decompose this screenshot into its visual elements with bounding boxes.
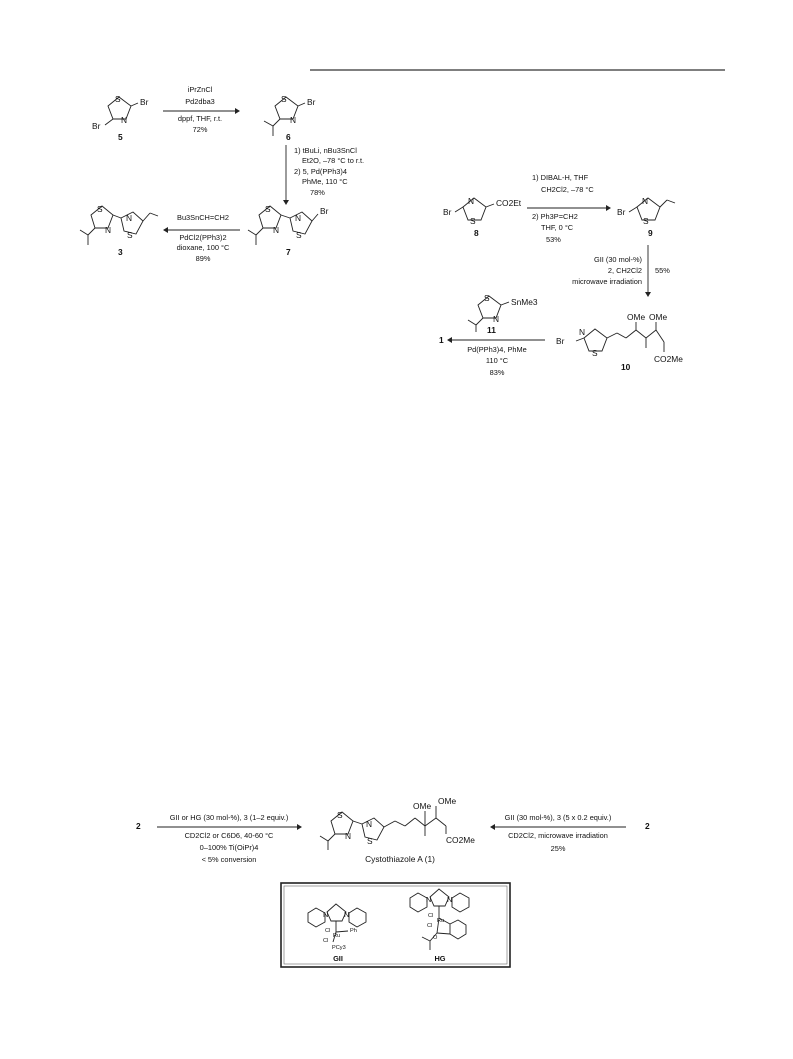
atom-label: CO2Me <box>446 835 475 845</box>
cystothiazole-structure <box>320 796 475 850</box>
yield-text: 55% <box>655 266 670 275</box>
reactant-right: 2 <box>645 821 650 831</box>
reagent-text: iPrZnCl <box>187 85 213 94</box>
yield-text: 53% <box>546 235 561 244</box>
atom-label: N <box>366 819 373 829</box>
compound-number: 7 <box>286 247 291 257</box>
atom-label: OMe <box>627 312 646 322</box>
compound-number: 1 <box>439 335 444 345</box>
compound-number: 9 <box>648 228 653 238</box>
atom-label: Cl <box>323 938 329 944</box>
atom-label: OMe <box>649 312 668 322</box>
compound-number: 10 <box>621 362 631 372</box>
product-name: Cystothiazole A (1) <box>365 854 435 864</box>
reagent-text: GII (30 mol-%) <box>593 255 642 264</box>
reagent-text: 1) tBuLi, nBu3SnCl <box>294 146 357 155</box>
atom-label: CO2Me <box>654 354 683 364</box>
atom-label: S <box>127 230 133 240</box>
compound-3 <box>80 204 158 257</box>
atom-label: N <box>290 115 297 125</box>
reagent-text: 110 °C <box>485 356 509 365</box>
compound-number: 11 <box>487 325 496 335</box>
atom-label: Br <box>307 97 316 107</box>
atom-label: N <box>493 314 500 324</box>
catalyst-name: GII <box>333 954 343 963</box>
atom-label: N <box>426 895 432 904</box>
atom-label: CO2Et <box>496 198 522 208</box>
atom-label: N <box>295 213 302 223</box>
compound-number: 6 <box>286 132 291 142</box>
reagent-text: Pd(PPh3)4, PhMe <box>467 345 527 354</box>
atom-label: N <box>121 115 128 125</box>
atom-label: N <box>323 910 329 919</box>
conditions-text: < 5% conversion <box>201 855 257 864</box>
atom-label: Br <box>320 206 329 216</box>
reagent-text: dioxane, 100 °C <box>176 243 230 252</box>
reagent-text: Et2O, –78 °C to r.t. <box>302 156 365 165</box>
scheme-bottom <box>136 796 650 967</box>
yield-text: 25% <box>550 844 566 853</box>
atom-label: Br <box>443 207 452 217</box>
reagent-text: PhMe, 110 °C <box>302 177 348 186</box>
atom-label: N <box>642 196 649 206</box>
yield-text: 83% <box>489 368 505 377</box>
step-2-arrow <box>572 245 670 297</box>
atom-label: Br <box>556 336 565 346</box>
atom-label: OMe <box>413 801 432 811</box>
atom-label: N <box>579 327 586 337</box>
compound-8 <box>443 196 522 238</box>
conditions-text: CD2Cl2, microwave irradiation <box>508 831 608 840</box>
reagent-text: PdCl2(PPh3)2 <box>179 233 227 242</box>
atom-label: N <box>345 831 352 841</box>
atom-label: Cl <box>428 913 434 919</box>
compound-9 <box>617 196 675 238</box>
atom-label: Cl <box>325 928 331 934</box>
atom-label: N <box>344 910 350 919</box>
reactant-left: 2 <box>136 821 141 831</box>
reagent-text: THF, 0 °C <box>541 223 574 232</box>
compound-6 <box>264 94 316 142</box>
conditions-text: CD2Cl2 or C6D6, 40-60 °C <box>184 831 274 840</box>
catalyst-box <box>281 883 510 967</box>
atom-label: SnMe3 <box>511 297 538 307</box>
reagent-text: dppf, THF, r.t. <box>177 114 223 123</box>
reagent-text: 2) 5, Pd(PPh3)4 <box>294 167 347 176</box>
step-1-arrow <box>527 173 611 244</box>
scheme-top-left <box>80 85 364 263</box>
atom-label: OMe <box>438 796 457 806</box>
compound-number: 8 <box>474 228 479 238</box>
atom-label: Ru <box>437 918 445 924</box>
atom-label: S <box>592 348 598 358</box>
scheme-top-right <box>439 173 683 377</box>
conditions-text: 0–100% Ti(OiPr)4 <box>199 843 259 852</box>
compound-number: 3 <box>118 247 123 257</box>
compound-7 <box>248 204 329 257</box>
reagent-text: Pd2dba3 <box>185 97 215 106</box>
yield-text: 72% <box>192 125 208 134</box>
atom-label: S <box>97 204 103 214</box>
atom-label: S <box>115 94 121 104</box>
atom-label: N <box>126 213 133 223</box>
compound-number: 5 <box>118 132 123 142</box>
reagent-text: 1) DIBAL-H, THF <box>532 173 589 182</box>
atom-label: S <box>367 836 373 846</box>
yield-text: 89% <box>195 254 211 263</box>
atom-label: N <box>468 196 475 206</box>
atom-label: N <box>447 895 453 904</box>
atom-label: PCy3 <box>332 945 346 951</box>
atom-label: Ph <box>350 928 357 934</box>
atom-label: S <box>281 94 287 104</box>
reagent-text: 2, CH2Cl2 <box>607 266 642 275</box>
step-3-arrow <box>447 337 545 377</box>
reagent-text: 2) Ph3P=CH2 <box>532 212 578 221</box>
atom-label: Ru <box>333 933 341 939</box>
reagent-text: Bu3SnCH=CH2 <box>177 213 229 222</box>
catalyst-name: HG <box>434 954 446 963</box>
atom-label: N <box>105 225 112 235</box>
compound-10 <box>556 312 683 372</box>
atom-label: Br <box>92 121 101 131</box>
reagent-text: CH2Cl2, –78 °C <box>541 185 594 194</box>
atom-label: S <box>265 204 271 214</box>
reagent-text: microwave irradiation <box>572 277 642 286</box>
conditions-text: GII (30 mol-%), 3 (5 x 0.2 equiv.) <box>504 813 612 822</box>
compound-11 <box>468 293 538 335</box>
atom-label: S <box>484 293 490 303</box>
atom-label: S <box>470 216 476 226</box>
left-arrow <box>157 813 302 864</box>
step-2-arrow <box>283 145 364 205</box>
atom-label: S <box>337 810 343 820</box>
atom-label: Br <box>617 207 626 217</box>
atom-label: S <box>643 216 649 226</box>
atom-label: S <box>296 230 302 240</box>
atom-label: N <box>273 225 280 235</box>
yield-text: 78% <box>310 188 325 197</box>
atom-label: Cl <box>427 923 433 929</box>
conditions-text: GII or HG (30 mol-%), 3 (1–2 equiv.) <box>169 813 289 822</box>
compound-5 <box>92 94 149 142</box>
right-arrow <box>490 813 626 853</box>
atom-label: Br <box>140 97 149 107</box>
step-1-arrow <box>163 85 240 134</box>
atom-label: O <box>433 935 438 941</box>
step-3-arrow <box>163 213 240 263</box>
